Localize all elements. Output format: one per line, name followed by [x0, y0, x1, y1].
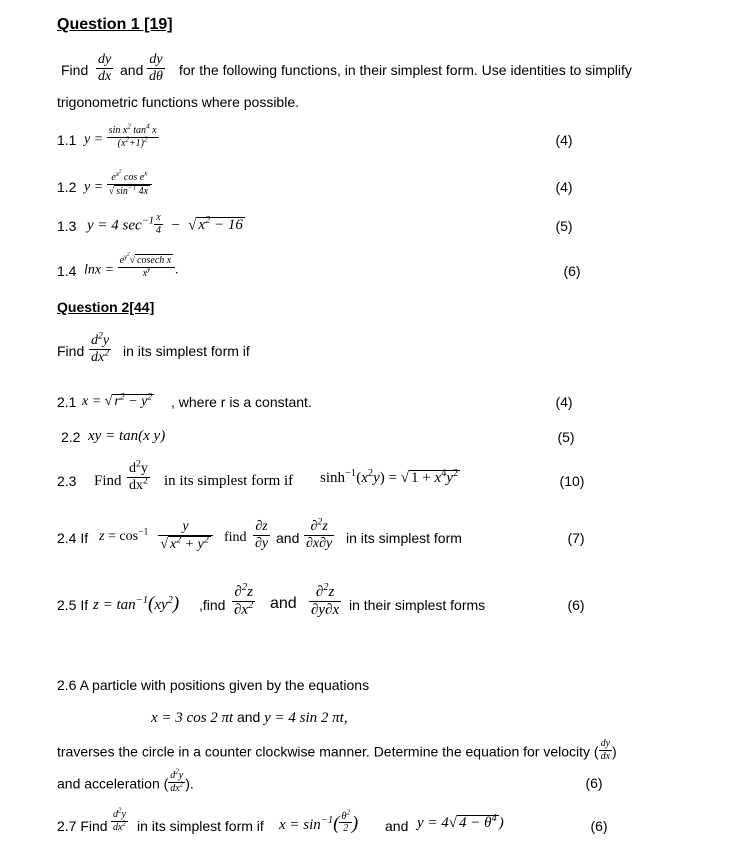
item-1-4-marks: (6) [563, 263, 581, 279]
item-2-6-equation: x = 3 cos 2 πt and y = 4 sin 2 πt, [151, 709, 348, 726]
q1-intro-find: Find [61, 62, 89, 78]
item-1-1-equation: y = $\frac{\sin x^2 \tan^4 x}{(x^2+1)^2}$ [84, 122, 157, 149]
item-2-4-find: find [224, 530, 247, 545]
item-2-4-marks: (7) [567, 530, 585, 546]
item-2-5-and: and [270, 595, 297, 612]
item-2-6-line4-text: and acceleration ( [57, 775, 169, 792]
item-1-4-equation: lnx = $\frac{e^{y^2}√ cosech x}{x^y}$ . [84, 252, 179, 279]
item-1-2-marks: (4) [555, 179, 573, 195]
item-2-4-dz-dy-fraction: $\frac{\partial z}{\partial y}$ [255, 519, 269, 552]
item-2-5-d2z-dx2-fraction: $\frac{\partial^2z}{\partial x^2}$ [234, 582, 254, 619]
item-2-2-label: 2.2 [61, 429, 81, 445]
item-2-4-equation: $z = \cos^{-1}$ $\frac{y}{√ x^2 + y^2}$ [99, 519, 213, 553]
item-2-6-line3-text: traverses the circle in a counter clockwise manner. Determine the equation for velocity ( [57, 743, 599, 760]
question-1-heading: Question 1 [19] [57, 16, 173, 33]
item-2-7-text: in its simplest form if [137, 818, 264, 834]
q1-dy-dx-fraction: $\frac{dy}{dx}$ [98, 52, 112, 85]
item-2-3-find: Find [94, 473, 122, 489]
item-1-3-equation: y = 4 $\sec^{-1}$ $\frac{x}{4}$ − √ $x^2 - 16$ [87, 212, 243, 236]
q1-intro-line2: trigonometric functions where possible. [57, 94, 300, 110]
item-2-3-text: in its simplest form if [164, 473, 294, 489]
q1-intro-and: and [120, 62, 144, 78]
item-2-7-marks: (6) [590, 818, 608, 834]
item-2-1-marks: (4) [555, 394, 573, 410]
item-1-3-label: 1.3 [57, 218, 77, 234]
item-2-5-d2z-dydx-fraction: $\frac{\partial^2z}{\partial y\partial x}$ [311, 582, 340, 619]
item-2-3-fraction: $\frac{d^2y}{dx^2}$ [129, 458, 148, 494]
item-2-2-equation: xy = tan(x y) [88, 428, 166, 444]
item-2-4-and: and [276, 530, 300, 546]
item-2-6-intro: 2.6 A particle with positions given by the equations [57, 677, 370, 693]
item-2-5-label: 2.5 If [57, 597, 89, 613]
item-2-6-marks: (6) [585, 775, 603, 791]
item-2-1-label: 2.1 [57, 394, 77, 410]
item-2-6-and: and [236, 709, 261, 725]
item-2-5-equation: $z = \tan^{-1}(xy^2)$ [93, 593, 180, 614]
item-1-3-marks: (5) [555, 218, 573, 234]
q1-dy-dtheta-fraction: $\frac{dy}{d\theta}$ [149, 52, 163, 85]
item-2-3-marks: (10) [559, 473, 585, 489]
item-2-5-marks: (6) [567, 597, 585, 613]
item-2-3-equation: $\sinh^{-1}(x^2y)$ = √ $1 + x^4y^2$ [320, 468, 459, 486]
item-2-4-d2z-dxdy-fraction: $\frac{\partial^2z}{\partial x\partial y}$ [306, 516, 333, 552]
question-2-heading: Question 2[44] [57, 299, 155, 315]
q1-intro-text: for the following functions, in their simplest form. Use identities to simplify [179, 62, 632, 78]
item-1-1-marks: (4) [555, 132, 573, 148]
item-1-2-label: 1.2 [57, 179, 77, 195]
item-2-5-text: in their simplest forms [349, 597, 486, 613]
item-2-7-and: and [385, 818, 409, 834]
q2-intro-find: Find [57, 343, 85, 359]
item-2-7-fraction: $\frac{d^2y}{dx^2}$ [113, 806, 126, 833]
item-2-3-label: 2.3 [57, 473, 77, 489]
q2-d2y-dx2-fraction: $\frac{d^2y}{dx^2}$ [91, 330, 110, 366]
item-2-6-line4: and acceleration ( $\frac{d^2y}{dx^2}$ ). [57, 767, 194, 794]
item-2-2-marks: (5) [557, 429, 575, 445]
item-2-1-equation: x = √ $r^2 - y^2$ [82, 391, 153, 409]
item-2-5-find: ,find [199, 597, 226, 613]
item-1-4-label: 1.4 [57, 263, 77, 279]
item-2-7-label: 2.7 Find [57, 818, 108, 834]
item-2-4-label: 2.4 If [57, 530, 89, 546]
item-2-6-line3: traverses the circle in a counter clockwise manner. Determine the equation for velocity ( $\frac{dy}{dx}$ ) [57, 738, 617, 762]
item-2-1-text: , where r is a constant. [171, 394, 312, 410]
q2-intro-text: in its simplest form if [123, 343, 250, 359]
item-2-7-equation-y: y = 4√ $4 - \theta^4$ ) [417, 813, 504, 831]
item-2-7-equation-x: $x = \sin^{-1}$( $\frac{\theta^2}{2}$ ) [279, 808, 359, 835]
item-2-4-text: in its simplest form [346, 530, 462, 546]
item-1-2-equation: y = $\frac{e^{x^2} \cos e^x}{√ \sin^{-1} 4x}$ [84, 178, 152, 197]
item-1-1-label: 1.1 [57, 132, 77, 148]
